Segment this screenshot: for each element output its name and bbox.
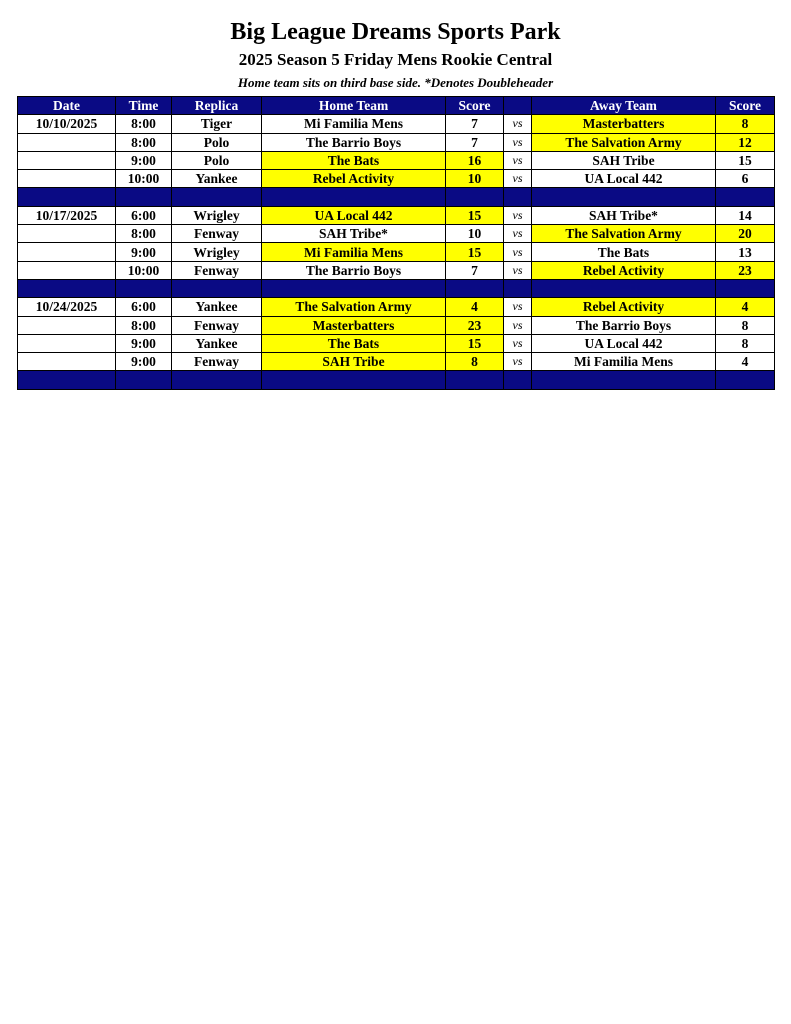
cell-date: 10/10/2025: [18, 115, 116, 133]
cell-home-team: The Bats: [262, 151, 446, 169]
separator-cell: [504, 279, 532, 297]
table-row: [18, 243, 775, 261]
cell-away-team: Rebel Activity: [532, 261, 716, 279]
cell-vs: vs: [504, 261, 532, 279]
cell-home-score: 7: [446, 133, 504, 151]
cell-home-team: Rebel Activity: [262, 170, 446, 188]
cell-away-score: 15: [716, 151, 775, 169]
separator-cell: [532, 279, 716, 297]
table-row: [18, 353, 775, 371]
cell-replica: Fenway: [172, 353, 262, 371]
separator-cell: [116, 279, 172, 297]
cell-vs: vs: [504, 206, 532, 224]
separator-cell: [716, 188, 775, 206]
col-header-away-team: Away Team: [532, 97, 716, 115]
table-row: [18, 115, 775, 133]
table-row: [18, 316, 775, 334]
cell-vs: vs: [504, 298, 532, 316]
separator-cell: [504, 188, 532, 206]
cell-home-score: 23: [446, 316, 504, 334]
col-header-vs: [504, 97, 532, 115]
cell-away-team: Mi Familia Mens: [532, 353, 716, 371]
cell-date: [18, 151, 116, 169]
table-header-row: [18, 97, 775, 115]
cell-away-score: 6: [716, 170, 775, 188]
table-row: [18, 225, 775, 243]
cell-home-team: Mi Familia Mens: [262, 243, 446, 261]
table-row: [18, 170, 775, 188]
table-row: [18, 151, 775, 169]
cell-date: [18, 353, 116, 371]
table-row: [18, 298, 775, 316]
cell-away-score: 13: [716, 243, 775, 261]
week-separator-row: [18, 188, 775, 206]
cell-date: [18, 316, 116, 334]
cell-home-team: Mi Familia Mens: [262, 115, 446, 133]
cell-home-team: The Barrio Boys: [262, 133, 446, 151]
cell-date: 10/24/2025: [18, 298, 116, 316]
cell-replica: Polo: [172, 151, 262, 169]
cell-away-team: UA Local 442: [532, 334, 716, 352]
schedule-table: [17, 96, 775, 390]
separator-cell: [532, 188, 716, 206]
cell-replica: Fenway: [172, 261, 262, 279]
cell-vs: vs: [504, 115, 532, 133]
table-row: [18, 261, 775, 279]
cell-replica: Yankee: [172, 334, 262, 352]
cell-away-team: SAH Tribe*: [532, 206, 716, 224]
cell-time: 9:00: [116, 243, 172, 261]
schedule-note: Home team sits on third base side. *Denotes Doubleheader: [237, 75, 554, 90]
col-header-away-score: Score: [716, 97, 775, 115]
cell-home-team: SAH Tribe: [262, 353, 446, 371]
cell-replica: Yankee: [172, 170, 262, 188]
separator-cell: [172, 188, 262, 206]
page-title: Big League Dreams Sports Park: [230, 19, 561, 45]
cell-date: [18, 133, 116, 151]
cell-replica: Wrigley: [172, 206, 262, 224]
cell-date: [18, 261, 116, 279]
cell-away-team: The Salvation Army: [532, 133, 716, 151]
cell-home-team: The Barrio Boys: [262, 261, 446, 279]
separator-cell: [116, 188, 172, 206]
separator-cell: [172, 371, 262, 389]
cell-vs: vs: [504, 170, 532, 188]
cell-time: 9:00: [116, 151, 172, 169]
cell-home-score: 4: [446, 298, 504, 316]
cell-time: 9:00: [116, 334, 172, 352]
cell-time: 10:00: [116, 170, 172, 188]
separator-cell: [446, 188, 504, 206]
cell-away-score: 8: [716, 334, 775, 352]
separator-cell: [262, 188, 446, 206]
cell-away-team: SAH Tribe: [532, 151, 716, 169]
cell-time: 8:00: [116, 115, 172, 133]
cell-away-score: 4: [716, 353, 775, 371]
cell-home-team: UA Local 442: [262, 206, 446, 224]
separator-cell: [18, 188, 116, 206]
separator-cell: [18, 371, 116, 389]
cell-replica: Wrigley: [172, 243, 262, 261]
cell-away-score: 23: [716, 261, 775, 279]
cell-away-score: 20: [716, 225, 775, 243]
cell-date: [18, 243, 116, 261]
separator-cell: [504, 371, 532, 389]
separator-cell: [532, 371, 716, 389]
col-header-home-team: Home Team: [262, 97, 446, 115]
separator-cell: [446, 371, 504, 389]
cell-date: [18, 225, 116, 243]
separator-cell: [716, 371, 775, 389]
separator-cell: [716, 279, 775, 297]
cell-home-team: The Salvation Army: [262, 298, 446, 316]
separator-cell: [262, 279, 446, 297]
cell-home-score: 7: [446, 261, 504, 279]
cell-away-score: 12: [716, 133, 775, 151]
cell-home-score: 15: [446, 206, 504, 224]
cell-home-score: 7: [446, 115, 504, 133]
cell-time: 8:00: [116, 316, 172, 334]
separator-cell: [18, 279, 116, 297]
cell-time: 9:00: [116, 353, 172, 371]
col-header-time: Time: [116, 97, 172, 115]
cell-replica: Fenway: [172, 225, 262, 243]
cell-home-score: 15: [446, 243, 504, 261]
cell-home-score: 10: [446, 225, 504, 243]
cell-date: [18, 334, 116, 352]
cell-home-team: Masterbatters: [262, 316, 446, 334]
page-subtitle: 2025 Season 5 Friday Mens Rookie Central: [238, 50, 553, 69]
table-row: [18, 133, 775, 151]
table-row: [18, 334, 775, 352]
cell-vs: vs: [504, 225, 532, 243]
cell-away-score: 14: [716, 206, 775, 224]
cell-away-team: The Bats: [532, 243, 716, 261]
cell-vs: vs: [504, 133, 532, 151]
schedule-body: [18, 115, 775, 389]
cell-time: 10:00: [116, 261, 172, 279]
cell-home-score: 16: [446, 151, 504, 169]
cell-vs: vs: [504, 334, 532, 352]
cell-time: 6:00: [116, 298, 172, 316]
table-row: [18, 206, 775, 224]
col-header-date: Date: [18, 97, 116, 115]
cell-home-score: 10: [446, 170, 504, 188]
cell-date: 10/17/2025: [18, 206, 116, 224]
cell-home-score: 15: [446, 334, 504, 352]
cell-away-score: 8: [716, 316, 775, 334]
cell-time: 6:00: [116, 206, 172, 224]
cell-home-score: 8: [446, 353, 504, 371]
cell-vs: vs: [504, 151, 532, 169]
cell-vs: vs: [504, 316, 532, 334]
cell-away-team: UA Local 442: [532, 170, 716, 188]
separator-cell: [446, 279, 504, 297]
cell-away-team: Rebel Activity: [532, 298, 716, 316]
cell-away-score: 4: [716, 298, 775, 316]
separator-cell: [172, 279, 262, 297]
separator-cell: [262, 371, 446, 389]
cell-away-team: The Salvation Army: [532, 225, 716, 243]
cell-home-team: SAH Tribe*: [262, 225, 446, 243]
week-separator-row: [18, 371, 775, 389]
separator-cell: [116, 371, 172, 389]
col-header-home-score: Score: [446, 97, 504, 115]
cell-time: 8:00: [116, 133, 172, 151]
cell-vs: vs: [504, 243, 532, 261]
cell-away-team: Masterbatters: [532, 115, 716, 133]
cell-away-team: The Barrio Boys: [532, 316, 716, 334]
col-header-replica: Replica: [172, 97, 262, 115]
cell-replica: Polo: [172, 133, 262, 151]
cell-replica: Yankee: [172, 298, 262, 316]
cell-date: [18, 170, 116, 188]
week-separator-row: [18, 279, 775, 297]
cell-replica: Tiger: [172, 115, 262, 133]
cell-vs: vs: [504, 353, 532, 371]
cell-time: 8:00: [116, 225, 172, 243]
cell-replica: Fenway: [172, 316, 262, 334]
cell-home-team: The Bats: [262, 334, 446, 352]
cell-away-score: 8: [716, 115, 775, 133]
